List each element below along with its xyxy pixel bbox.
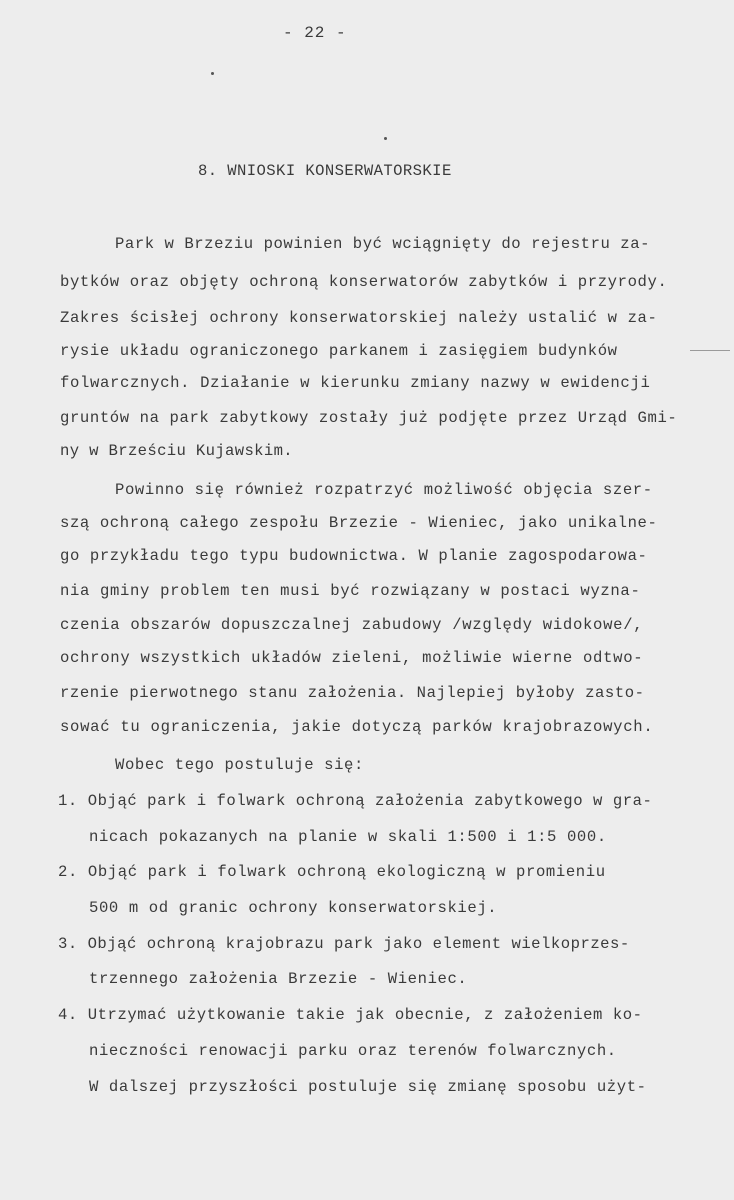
- body-line: szą ochroną całego zespołu Brzezie - Wieniec, jako unikalne-: [60, 514, 658, 532]
- list-item-line: 1. Objąć park i folwark ochroną założenia zabytkowego w gra-: [58, 792, 653, 810]
- body-line: folwarcznych. Działanie w kierunku zmiany nazwy w ewidencji: [60, 374, 651, 392]
- ink-speck: [211, 72, 214, 75]
- list-item-line: 500 m od granic ochrony konserwatorskiej.: [89, 899, 498, 917]
- ink-speck: [384, 137, 387, 140]
- list-item-line: nieczności renowacji parku oraz terenów folwarcznych.: [89, 1042, 617, 1060]
- body-line: nia gminy problem ten musi być rozwiązany w postaci wyzna-: [60, 582, 641, 600]
- margin-mark: [690, 350, 730, 351]
- body-line: rysie układu ograniczonego parkanem i zasięgiem budynków: [60, 342, 618, 360]
- section-heading: 8. WNIOSKI KONSERWATORSKIE: [198, 162, 452, 180]
- body-line: Zakres ścisłej ochrony konserwatorskiej należy ustalić w za-: [60, 309, 658, 327]
- body-line: ny w Brześciu Kujawskim.: [60, 442, 293, 460]
- body-line: Park w Brzeziu powinien być wciągnięty do rejestru za-: [115, 235, 651, 253]
- body-line: ochrony wszystkich układów zieleni, możliwie wierne odtwo-: [60, 649, 644, 667]
- body-line: Powinno się również rozpatrzyć możliwość objęcia szer-: [115, 481, 653, 499]
- body-line: go przykładu tego typu budownictwa. W planie zagospodarowa-: [60, 547, 648, 565]
- body-line: czenia obszarów dopuszczalnej zabudowy /względy widokowe/,: [60, 616, 644, 634]
- list-item-line: 4. Utrzymać użytkowanie takie jak obecnie, z założeniem ko-: [58, 1006, 643, 1024]
- body-line: bytków oraz objęty ochroną konserwatorów zabytków i przyrody.: [60, 273, 668, 291]
- list-item-line: nicach pokazanych na planie w skali 1:500 i 1:5 000.: [89, 828, 607, 846]
- page-number: - 22 -: [283, 24, 347, 42]
- body-line: Wobec tego postuluje się:: [115, 756, 364, 774]
- body-line: gruntów na park zabytkowy zostały już podjęte przez Urząd Gmi-: [60, 409, 678, 427]
- list-item-line: 3. Objąć ochroną krajobrazu park jako element wielkoprzes-: [58, 935, 630, 953]
- body-line: W dalszej przyszłości postuluje się zmianę sposobu użyt-: [89, 1078, 647, 1096]
- body-line: sować tu ograniczenia, jakie dotyczą parków krajobrazowych.: [60, 718, 654, 736]
- body-line: rzenie pierwotnego stanu założenia. Najlepiej byłoby zasto-: [60, 684, 645, 702]
- list-item-line: 2. Objąć park i folwark ochroną ekologiczną w promieniu: [58, 863, 606, 881]
- list-item-line: trzennego założenia Brzezie - Wieniec.: [89, 970, 468, 988]
